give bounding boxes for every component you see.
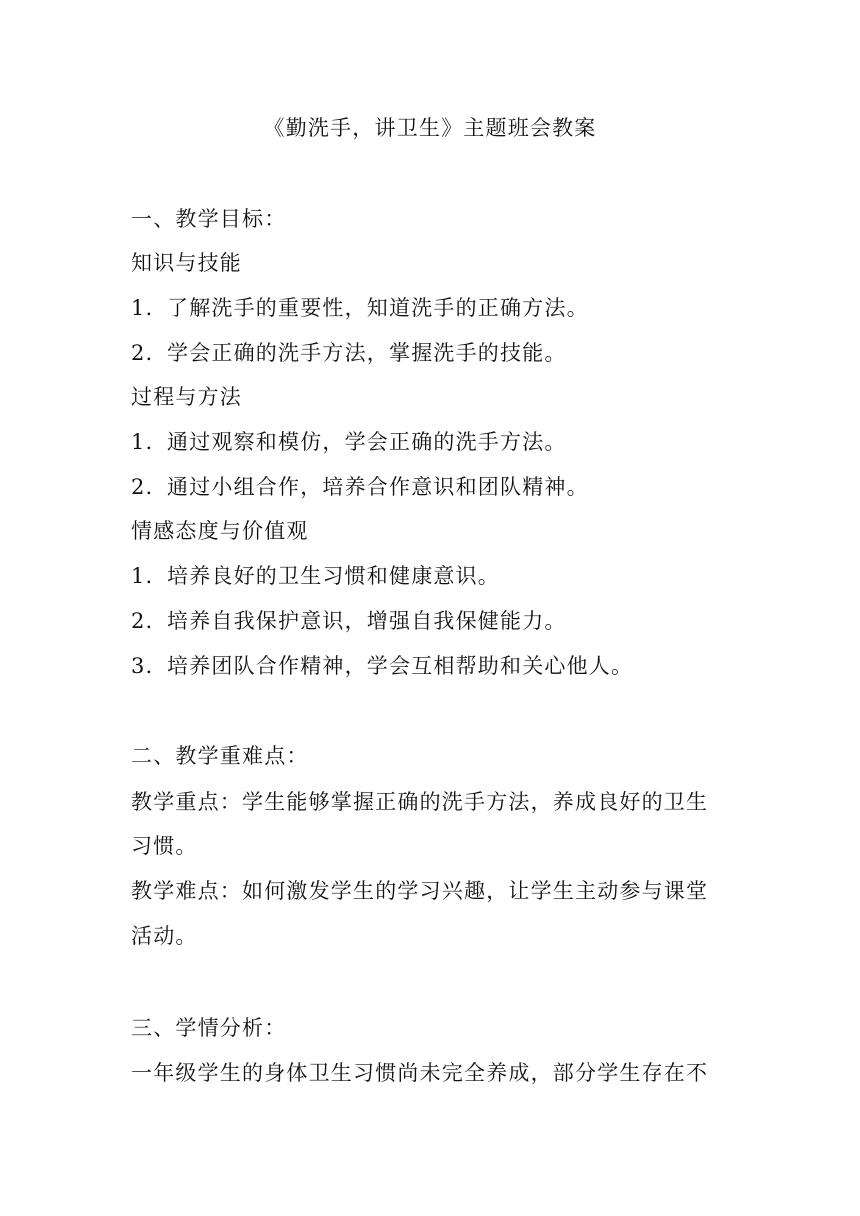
list-item: [131, 651, 633, 681]
list-item-number: 1.: [131, 430, 154, 454]
subheading-knowledge-skills: 知识与技能: [131, 251, 242, 275]
list-item-text: 培养团队合作精神，学会互相帮助和关心他人。: [167, 654, 634, 678]
list-item-text: 学会正确的洗手方法，掌握洗手的技能。: [167, 341, 567, 365]
list-item-number: 3.: [131, 654, 154, 678]
section-heading-objectives: 一、教学目标：: [131, 207, 287, 231]
list-item-number: 2.: [131, 609, 154, 633]
subheading-process-methods: 过程与方法: [131, 385, 242, 409]
list-item-number: 2.: [131, 475, 154, 499]
list-item-text: 了解洗手的重要性，知道洗手的正确方法。: [167, 296, 589, 320]
list-item: [131, 293, 589, 323]
list-item: [131, 338, 567, 368]
list-item: [131, 561, 500, 591]
list-item-text: 通过观察和模仿，学会正确的洗手方法。: [167, 430, 567, 454]
subheading-attitudes-values: 情感态度与价值观: [131, 519, 309, 543]
focus-paragraph-line: 教学重点：学生能够掌握正确的洗手方法，养成良好的卫生: [131, 790, 709, 814]
list-item-number: 1.: [131, 564, 154, 588]
difficulty-paragraph-line: 教学难点：如何激发学生的学习兴趣，让学生主动参与课堂: [131, 879, 709, 903]
focus-paragraph-line: 习惯。: [131, 834, 198, 858]
list-item: [131, 606, 567, 636]
section-heading-learner-analysis: 三、学情分析：: [131, 1016, 287, 1040]
list-item: [131, 427, 567, 457]
list-item-number: 2.: [131, 341, 154, 365]
document-title: 《勤洗手，讲卫生》主题班会教案: [263, 116, 597, 140]
list-item-text: 通过小组合作，培养合作意识和团队精神。: [167, 475, 589, 499]
difficulty-paragraph-line: 活动。: [131, 924, 198, 948]
section-heading-key-points: 二、教学重难点：: [131, 744, 309, 768]
list-item-text: 培养自我保护意识，增强自我保健能力。: [167, 609, 567, 633]
list-item-text: 培养良好的卫生习惯和健康意识。: [167, 564, 500, 588]
analysis-paragraph-line: 一年级学生的身体卫生习惯尚未完全养成，部分学生存在不: [131, 1061, 709, 1085]
list-item: [131, 472, 589, 502]
list-item-number: 1.: [131, 296, 154, 320]
